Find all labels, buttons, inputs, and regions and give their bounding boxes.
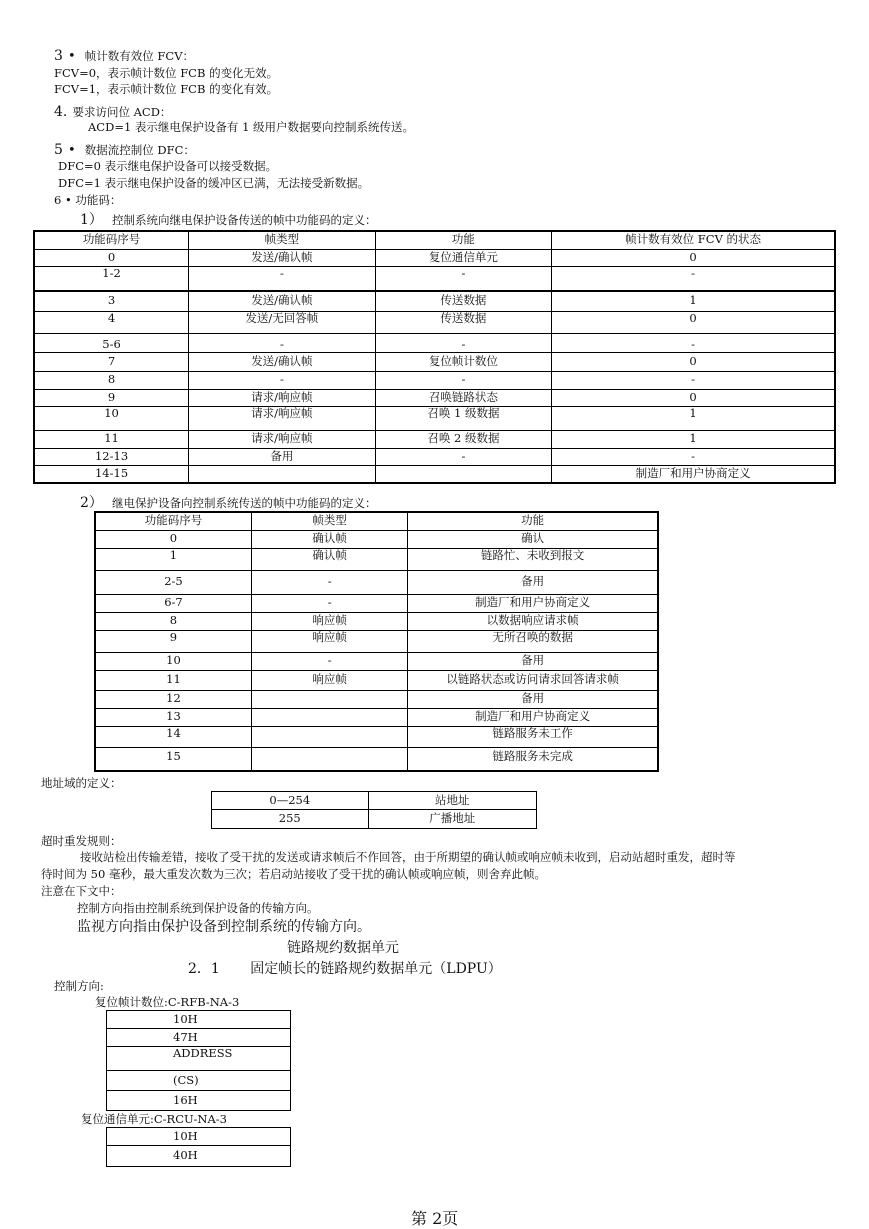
table-cell: 5-6 (34, 333, 189, 352)
table-row (34, 333, 835, 352)
table-cell: 1 (552, 406, 835, 430)
section3-number: 3 (54, 48, 63, 64)
ldpu-title: 链路规约数据单元 (287, 940, 399, 956)
table-cell: 10H (107, 1011, 291, 1029)
table-cell: 7 (34, 352, 189, 371)
note-line1: 控制方向指由控制系统到保护设备的传输方向。 (77, 901, 319, 915)
table-cell: 召唤 1 级数据 (375, 406, 552, 430)
table-cell (189, 465, 376, 483)
table-cell: (CS) (107, 1071, 291, 1091)
table-row (34, 430, 835, 448)
table-row (34, 465, 835, 483)
table-cell: 广播地址 (368, 810, 536, 829)
table-cell: 12 (95, 690, 251, 708)
section3-line2: FCV=1，表示帧计数位 FCB 的变化有效。 (54, 82, 279, 96)
table-cell: 16H (107, 1091, 291, 1111)
table-cell: - (375, 448, 552, 465)
section5-line1: DFC=0 表示继电保护设备可以接受数据。 (58, 159, 278, 173)
table-cell: 发送/确认帧 (189, 291, 376, 311)
table-cell: 1 (95, 548, 251, 570)
table-row (95, 594, 658, 612)
table-cell: 制造厂和用户协商定义 (552, 465, 835, 483)
table2-header: 帧类型 (251, 512, 407, 530)
table-row (95, 690, 658, 708)
table-cell: 以链路状态或访问请求回答请求帧 (408, 670, 658, 690)
sub1-number: 1） (80, 212, 103, 228)
table-cell: 制造厂和用户协商定义 (408, 708, 658, 726)
table1-header: 帧计数有效位 FCV 的状态 (552, 231, 835, 249)
table-cell: 40H (107, 1146, 291, 1167)
section6-sub2 (80, 492, 377, 512)
table-cell: 9 (34, 389, 189, 406)
table-cell: 备用 (189, 448, 376, 465)
table-cell: 传送数据 (375, 291, 552, 311)
table-cell: 制造厂和用户协商定义 (408, 594, 658, 612)
frame1-label: 复位帧计数位:C-RFB-NA-3 (95, 995, 240, 1009)
table-row (107, 1146, 291, 1167)
table-cell: 12-13 (34, 448, 189, 465)
table-cell (251, 708, 407, 726)
table-cell: - (375, 371, 552, 389)
table-cell (251, 690, 407, 708)
table-cell: 0 (552, 352, 835, 371)
frame2-table (106, 1127, 291, 1167)
table-cell: - (375, 266, 552, 291)
table2-header: 功能 (408, 512, 658, 530)
timeout-para2: 待时间为 50 毫秒，最大重发次数为三次；若启动站接收了受干扰的确认帧或响应帧，则舍弃此帧。 (41, 867, 546, 881)
address-label: 地址域的定义： (41, 776, 122, 790)
table-cell: 响应帧 (251, 670, 407, 690)
timeout-para1: 接收站检出传输差错，接收了受干扰的发送或请求帧后不作回答，由于所期望的确认帧或响应帧未收到，启动站超时重发，超时等 (80, 850, 736, 864)
table-cell: - (251, 652, 407, 670)
table2-header: 功能码序号 (95, 512, 251, 530)
table-cell (251, 747, 407, 771)
note-label: 注意在下文中： (41, 884, 122, 898)
table-row (95, 652, 658, 670)
table-cell: 6-7 (95, 594, 251, 612)
table-cell: - (552, 266, 835, 291)
table-cell: ADDRESS (107, 1047, 291, 1071)
table-cell: 备用 (408, 690, 658, 708)
table-cell: 请求/响应帧 (189, 406, 376, 430)
table-cell: 召唤 2 级数据 (375, 430, 552, 448)
table-cell: 11 (34, 430, 189, 448)
table-cell: 4 (34, 311, 189, 333)
table-cell: 0—254 (212, 792, 369, 810)
section4-line1: ACD=1 表示继电保护设备有 1 级用户数据要向控制系统传送。 (88, 120, 415, 134)
table-cell: 确认帧 (251, 548, 407, 570)
table-row (34, 389, 835, 406)
ldpu-subtitle-text: 固定帧长的链路规约数据单元（LDPU） (250, 961, 502, 977)
table1-header: 帧类型 (189, 231, 376, 249)
table-cell: 1 (552, 430, 835, 448)
table2-header-row (95, 512, 658, 530)
frame2-label: 复位通信单元:C-RCU-NA-3 (81, 1112, 227, 1126)
table1-header: 功能 (375, 231, 552, 249)
table-cell: 0 (552, 389, 835, 406)
table-cell: - (552, 371, 835, 389)
table-cell: 响应帧 (251, 630, 407, 652)
table-row (107, 1128, 291, 1146)
table-cell: 链路忙、未收到报文 (408, 548, 658, 570)
table-cell: 10 (95, 652, 251, 670)
table-row (34, 266, 835, 291)
table-cell: - (189, 333, 376, 352)
table-cell: 链路服务未完成 (408, 747, 658, 771)
table-cell: 0 (552, 249, 835, 266)
page-number: 第 2页 (411, 1209, 459, 1228)
table-row (34, 249, 835, 266)
frame1-table (106, 1010, 291, 1111)
table-row (95, 570, 658, 594)
section5-number: 5 (54, 142, 63, 158)
table-cell: 11 (95, 670, 251, 690)
table-row (107, 1047, 291, 1071)
section5-bullet: • (68, 143, 76, 158)
ldpu-subtitle-number: 2．1 (188, 961, 220, 977)
table-cell: 备用 (408, 570, 658, 594)
table-row (34, 371, 835, 389)
table-cell: 255 (212, 810, 369, 829)
table-row (95, 726, 658, 747)
table-row (107, 1011, 291, 1029)
table-cell: - (375, 333, 552, 352)
table-row (34, 291, 835, 311)
table-cell: 响应帧 (251, 612, 407, 630)
table-cell: 确认 (408, 530, 658, 548)
table-cell: 站地址 (368, 792, 536, 810)
table-cell: 请求/响应帧 (189, 430, 376, 448)
table-cell: 发送/确认帧 (189, 352, 376, 371)
section6-heading: 6 • 功能码： (54, 193, 122, 207)
table-cell: - (552, 448, 835, 465)
table-cell: 14-15 (34, 465, 189, 483)
table-cell: 发送/无回答帧 (189, 311, 376, 333)
table-cell: 备用 (408, 652, 658, 670)
table-cell: 10H (107, 1128, 291, 1146)
table-cell: 0 (95, 530, 251, 548)
table-cell: - (552, 333, 835, 352)
control-direction-label: 控制方向: (54, 979, 104, 993)
table1-header: 功能码序号 (34, 231, 189, 249)
table-row (34, 311, 835, 333)
table-cell: 0 (34, 249, 189, 266)
section5-heading (54, 139, 195, 158)
table-row (212, 810, 537, 829)
table-cell: 召唤链路状态 (375, 389, 552, 406)
table-row (34, 406, 835, 430)
table-cell: 1 (552, 291, 835, 311)
table-cell: 无所召唤的数据 (408, 630, 658, 652)
table-cell: 10 (34, 406, 189, 430)
table-row (107, 1091, 291, 1111)
table-row (34, 448, 835, 465)
table-cell (375, 465, 552, 483)
table-row (107, 1029, 291, 1047)
table-cell: 3 (34, 291, 189, 311)
table-cell: 复位通信单元 (375, 249, 552, 266)
table-cell: 14 (95, 726, 251, 747)
table-cell: 发送/确认帧 (189, 249, 376, 266)
section3-heading (54, 45, 194, 64)
function-code-table-monitor (94, 511, 659, 772)
note-line2: 监视方向指由保护设备到控制系统的传输方向。 (77, 919, 371, 935)
section4-title: 要求访问位 ACD： (72, 105, 172, 119)
table-row (95, 630, 658, 652)
table-cell: - (189, 371, 376, 389)
table-cell: 请求/响应帧 (189, 389, 376, 406)
table-cell (251, 726, 407, 747)
table-cell: 2-5 (95, 570, 251, 594)
ldpu-subtitle (188, 958, 502, 978)
section4-heading (54, 101, 171, 120)
table-row (95, 612, 658, 630)
table-cell: - (251, 594, 407, 612)
table-cell: 确认帧 (251, 530, 407, 548)
table-cell: 传送数据 (375, 311, 552, 333)
table-cell: 9 (95, 630, 251, 652)
section4-number: 4. (54, 104, 68, 120)
table-row (34, 352, 835, 371)
section3-title: 帧计数有效位 FCV： (84, 49, 195, 63)
section3-line1: FCV=0，表示帧计数位 FCB 的变化无效。 (54, 66, 279, 80)
table-row (95, 548, 658, 570)
table-cell: 复位帧计数位 (375, 352, 552, 371)
table-cell: 15 (95, 747, 251, 771)
table-cell: - (251, 570, 407, 594)
sub2-text: 继电保护设备向控制系统传送的帧中功能码的定义： (112, 496, 377, 510)
table-cell: 1-2 (34, 266, 189, 291)
address-table (211, 791, 537, 829)
section6-sub1 (80, 209, 377, 229)
table-cell: 47H (107, 1029, 291, 1047)
table-cell: 8 (95, 612, 251, 630)
table-cell: - (189, 266, 376, 291)
table1-header-row (34, 231, 835, 249)
table-row (95, 670, 658, 690)
sub1-text: 控制系统向继电保护设备传送的帧中功能码的定义： (112, 213, 377, 227)
section5-title: 数据流控制位 DFC： (84, 143, 195, 157)
table-cell: 链路服务未工作 (408, 726, 658, 747)
section3-bullet: • (68, 49, 76, 64)
table-cell: 0 (552, 311, 835, 333)
table-row (95, 708, 658, 726)
function-code-table-control (33, 230, 836, 484)
sub2-number: 2） (80, 495, 103, 511)
table-row (95, 747, 658, 771)
table-cell: 以数据响应请求帧 (408, 612, 658, 630)
section5-line2: DFC=1 表示继电保护设备的缓冲区已满，无法接受新数据。 (58, 176, 370, 190)
table-row (107, 1071, 291, 1091)
table-cell: 13 (95, 708, 251, 726)
table-row (95, 530, 658, 548)
table-cell: 8 (34, 371, 189, 389)
timeout-label: 超时重发规则： (41, 834, 122, 848)
table-row (212, 792, 537, 810)
